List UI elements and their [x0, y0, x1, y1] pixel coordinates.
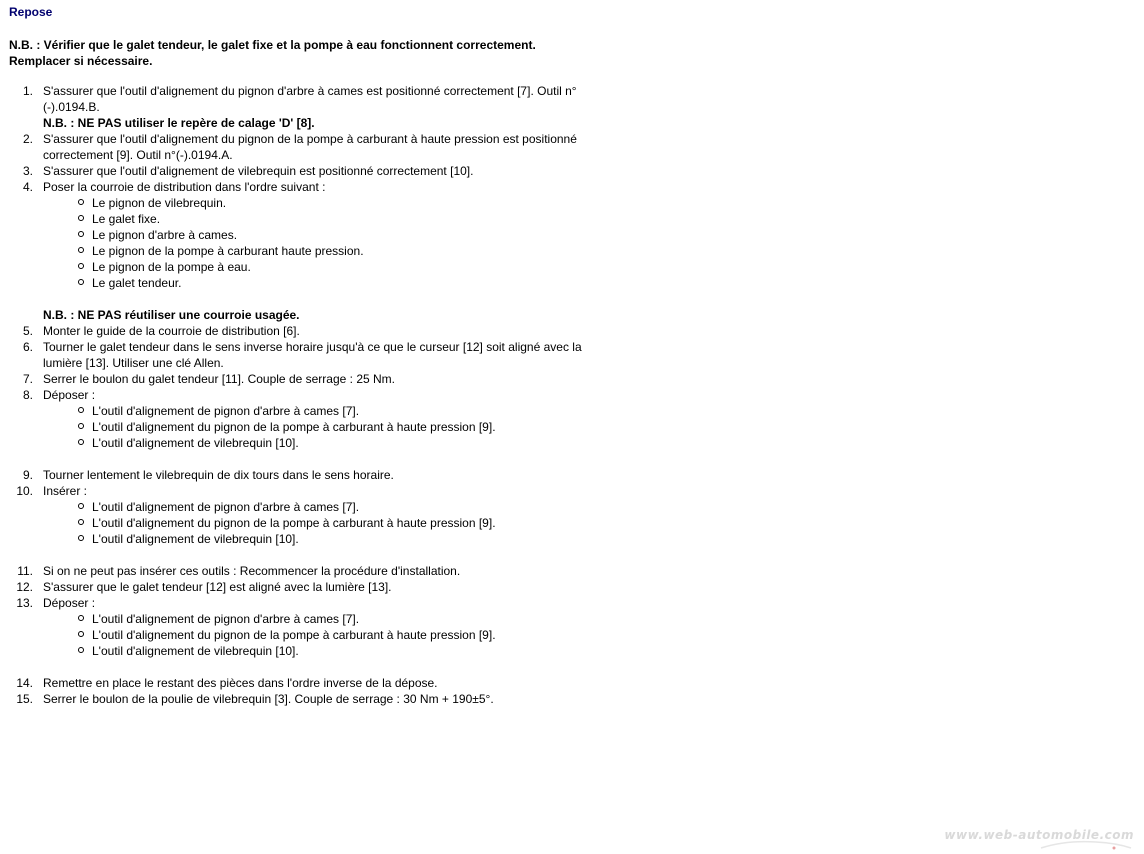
step-14 — [9, 675, 609, 691]
step-number: 11. — [17, 564, 33, 578]
step-13 — [9, 595, 609, 675]
list-item: Le pignon de la pompe à eau. — [78, 259, 609, 275]
step-text: Déposer : — [43, 596, 96, 610]
site-watermark: www.web-automobile.com — [944, 828, 1134, 842]
step-8 — [9, 387, 609, 467]
list-item: L'outil d'alignement de pignon d'arbre à cames [7]. — [78, 611, 609, 627]
step-number: 3. — [22, 164, 33, 178]
step-6 — [9, 339, 609, 371]
sub-list — [43, 195, 609, 291]
belt-note-row — [9, 307, 609, 323]
step-number: 15. — [16, 692, 33, 706]
step-text: Serrer le boulon de la poulie de vilebrequin [3]. Couple de serrage : 30 Nm + 190±5°. — [43, 692, 494, 706]
step-number: 2. — [22, 132, 33, 146]
circle-bullet-icon — [78, 215, 84, 221]
step-text: Tourner le galet tendeur dans le sens inverse horaire jusqu'à ce que le curseur [12] soit aligné avec la lumière [13]. Utiliser une clé Allen. — [43, 340, 582, 370]
circle-bullet-icon — [78, 247, 84, 253]
step-15 — [9, 691, 609, 707]
step-text: Si on ne peut pas insérer ces outils : Recommencer la procédure d'installation. — [43, 564, 461, 578]
step-text: Insérer : — [43, 484, 88, 498]
step-text: S'assurer que l'outil d'alignement de vilebrequin est positionné correctement [10]. — [43, 164, 474, 178]
step-text: Déposer : — [43, 388, 96, 402]
step-5 — [9, 323, 609, 339]
step-note: N.B. : NE PAS utiliser le repère de calage 'D' [8]. — [43, 116, 315, 130]
circle-bullet-icon — [78, 631, 84, 637]
list-item: L'outil d'alignement de pignon d'arbre à cames [7]. — [78, 499, 609, 515]
step-number: 6. — [22, 340, 33, 354]
car-logo-icon — [1036, 838, 1136, 850]
step-text: S'assurer que le galet tendeur [12] est aligné avec la lumière [13]. — [43, 580, 392, 594]
circle-bullet-icon — [78, 647, 84, 653]
circle-bullet-icon — [78, 535, 84, 541]
step-number: 7. — [22, 372, 33, 386]
circle-bullet-icon — [78, 263, 84, 269]
section-heading: Repose — [9, 5, 53, 19]
circle-bullet-icon — [78, 519, 84, 525]
step-number: 9. — [22, 468, 33, 482]
list-item: Le pignon d'arbre à cames. — [78, 227, 609, 243]
step-4 — [9, 179, 609, 307]
list-item: L'outil d'alignement du pignon de la pompe à carburant à haute pression [9]. — [78, 419, 609, 435]
step-number: 12. — [16, 580, 33, 594]
step-text: Poser la courroie de distribution dans l'ordre suivant : — [43, 180, 326, 194]
list-item: Le pignon de la pompe à carburant haute pression. — [78, 243, 609, 259]
list-item: L'outil d'alignement de vilebrequin [10]. — [78, 531, 609, 547]
sub-list — [43, 403, 609, 451]
step-3 — [9, 163, 609, 179]
step-7 — [9, 371, 609, 387]
sub-list — [43, 611, 609, 659]
step-number: 13. — [16, 596, 33, 610]
step-text: S'assurer que l'outil d'alignement du pignon d'arbre à cames est positionné correctement [7]. Outil n°(-).0194.B. — [43, 84, 577, 114]
intro-note — [9, 37, 629, 69]
list-item: L'outil d'alignement de vilebrequin [10]. — [78, 435, 609, 451]
circle-bullet-icon — [78, 231, 84, 237]
list-item: L'outil d'alignement de vilebrequin [10]. — [78, 643, 609, 659]
list-item: Le galet fixe. — [78, 211, 609, 227]
procedure-steps — [9, 83, 609, 707]
circle-bullet-icon — [78, 423, 84, 429]
step-number: 14. — [16, 676, 33, 690]
circle-bullet-icon — [78, 615, 84, 621]
step-number: 4. — [22, 180, 33, 194]
step-12 — [9, 579, 609, 595]
step-1 — [9, 83, 609, 131]
step-2 — [9, 131, 609, 163]
step-text: Tourner lentement le vilebrequin de dix tours dans le sens horaire. — [43, 468, 394, 482]
list-item: Le galet tendeur. — [78, 275, 609, 291]
step-text: Serrer le boulon du galet tendeur [11]. Couple de serrage : 25 Nm. — [43, 372, 395, 386]
sub-list — [43, 499, 609, 547]
intro-note-line-1: N.B. : Vérifier que le galet tendeur, le galet fixe et la pompe à eau fonctionnent correctement. — [9, 38, 536, 52]
list-item: L'outil d'alignement de pignon d'arbre à cames [7]. — [78, 403, 609, 419]
step-text: Monter le guide de la courroie de distribution [6]. — [43, 324, 300, 338]
circle-bullet-icon — [78, 199, 84, 205]
circle-bullet-icon — [78, 279, 84, 285]
step-11 — [9, 563, 609, 579]
step-number: 10. — [16, 484, 33, 498]
step-10 — [9, 483, 609, 563]
step-text: S'assurer que l'outil d'alignement du pignon de la pompe à carburant à haute pression est positionné correctement [9]. Outil n°(-).0194.A. — [43, 132, 577, 162]
step-9 — [9, 467, 609, 483]
circle-bullet-icon — [78, 407, 84, 413]
document-page — [9, 4, 1129, 707]
step-number: 1. — [22, 84, 33, 98]
step-number: 8. — [22, 388, 33, 402]
belt-note: N.B. : NE PAS réutiliser une courroie usagée. — [43, 308, 300, 322]
circle-bullet-icon — [78, 503, 84, 509]
step-text: Remettre en place le restant des pièces dans l'ordre inverse de la dépose. — [43, 676, 438, 690]
step-number: 5. — [22, 324, 33, 338]
list-item: L'outil d'alignement du pignon de la pompe à carburant à haute pression [9]. — [78, 627, 609, 643]
intro-note-line-2: Remplacer si nécessaire. — [9, 54, 153, 68]
circle-bullet-icon — [78, 439, 84, 445]
list-item: Le pignon de vilebrequin. — [78, 195, 609, 211]
list-item: L'outil d'alignement du pignon de la pompe à carburant à haute pression [9]. — [78, 515, 609, 531]
